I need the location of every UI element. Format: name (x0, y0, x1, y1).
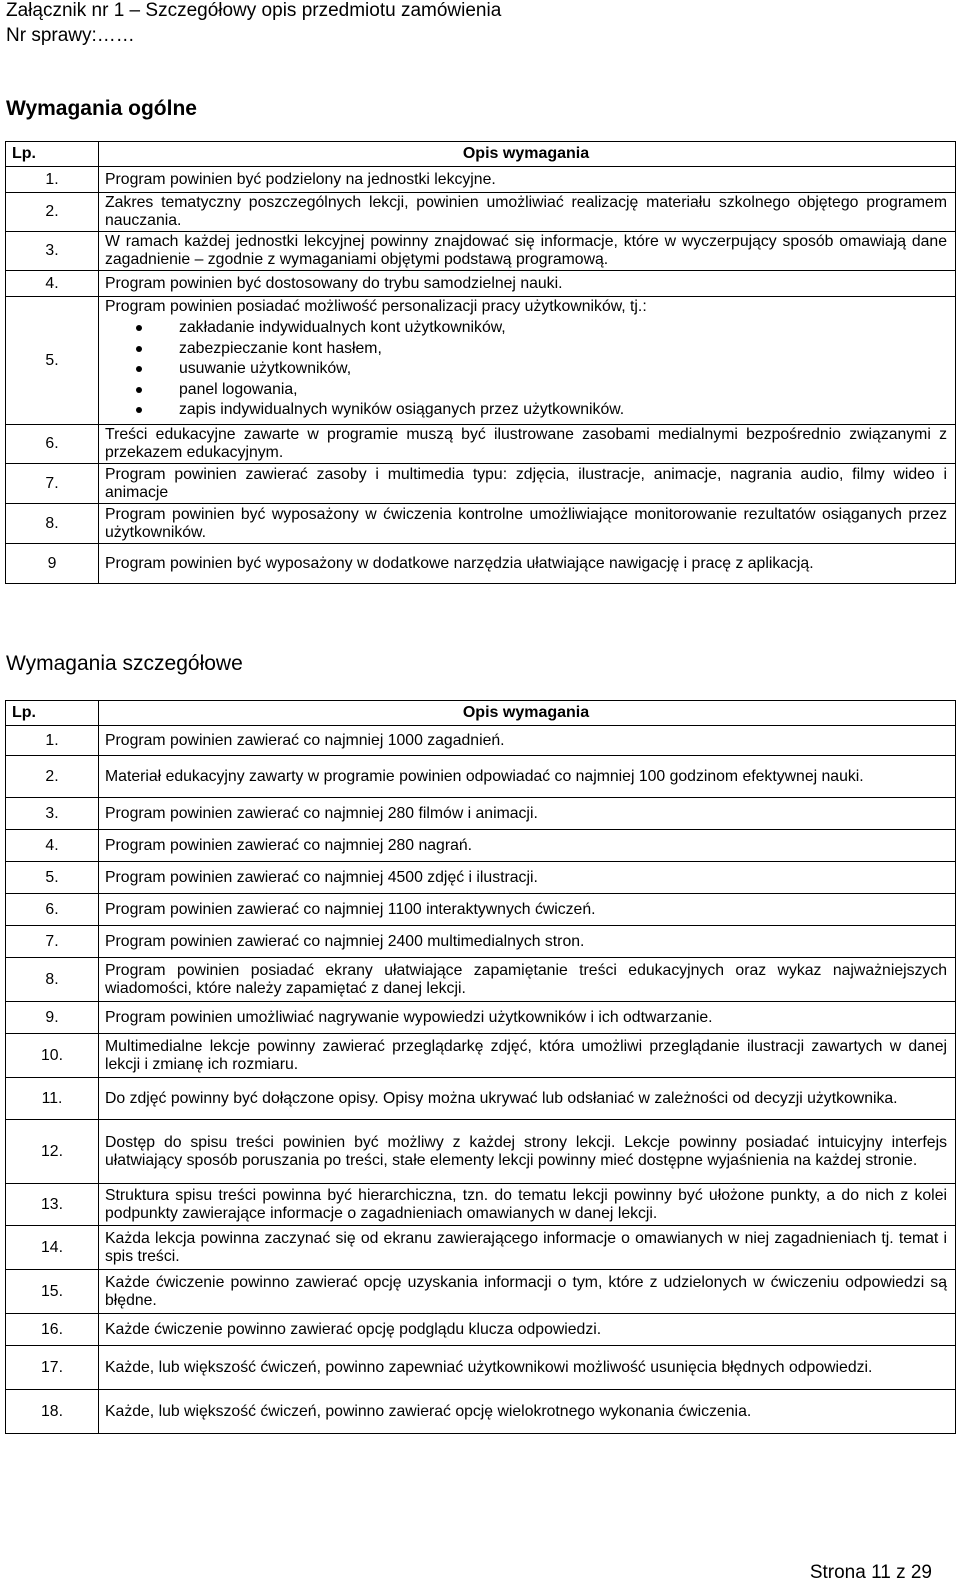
requirement-text: Każde ćwiczenie powinno zawierać opcję uzyskania informacji o tym, które z udzielonych w ćwiczeniu odpowiedzi są błędne. (105, 1273, 947, 1309)
table-row (6, 1346, 956, 1390)
requirement-text: Program powinien zawierać zasoby i multimedia typu: zdjęcia, ilustracje, animacje, nagrania audio, filmy wideo i animacje (105, 465, 947, 501)
row-description (99, 1184, 956, 1226)
table-row (6, 232, 956, 271)
requirement-text: Struktura spisu treści powinna być hierarchiczna, tzn. do tematu lekcji powinny być ułożone punkty, a do nich z kolei podpunkty zawierające informacje o zagadnieniach omawianych w danej lekcji. (105, 1186, 947, 1222)
table-row (6, 1314, 956, 1346)
bullet-item: zabezpieczanie kont hasłem, (179, 339, 947, 360)
row-description (99, 271, 956, 297)
table-row (6, 193, 956, 232)
requirement-text: Program powinien zawierać co najmniej 280 nagrań. (105, 836, 473, 854)
row-description (99, 798, 956, 830)
requirement-text: Do zdjęć powinny być dołączone opisy. Opisy można ukrywać lub odsłaniać w zależności od decyzji użytkownika. (105, 1089, 898, 1107)
row-number: 6. (6, 894, 99, 926)
table-row (6, 464, 956, 504)
general-requirements-table (5, 141, 956, 584)
row-number: 8. (6, 958, 99, 1002)
requirement-text: Program powinien zawierać co najmniej 2400 multimedialnych stron. (105, 932, 585, 950)
row-description (99, 862, 956, 894)
bullet-item: zakładanie indywidualnych kont użytkowników, (179, 318, 947, 339)
row-description (99, 1078, 956, 1120)
table-row (6, 926, 956, 958)
row-number: 5. (6, 297, 99, 425)
row-description (99, 830, 956, 862)
column-header-lp: Lp. (6, 701, 99, 726)
row-number: 9 (6, 544, 99, 584)
requirement-text: Zakres tematyczny poszczególnych lekcji, powinien umożliwiać realizację materiału szkolnego objętego programem nauczania. (105, 194, 947, 229)
requirement-text: Treści edukacyjne zawarte w programie muszą być ilustrowane zasobami medialnymi bezpośrednio związanymi z przekazem edukacyjnym. (105, 426, 947, 461)
row-description (99, 726, 956, 756)
general-requirements-heading: Wymagania ogólne (6, 97, 197, 120)
column-header-description: Opis wymagania (99, 142, 956, 167)
table-row (6, 830, 956, 862)
row-description (99, 1226, 956, 1270)
table-row (6, 297, 956, 425)
requirement-text: Program powinien posiadać możliwość personalizacji pracy użytkowników, tj.: (105, 298, 647, 316)
row-number: 7. (6, 926, 99, 958)
row-number: 11. (6, 1078, 99, 1120)
row-description (99, 1002, 956, 1034)
row-number: 1. (6, 167, 99, 193)
row-number: 13. (6, 1184, 99, 1226)
row-description (99, 297, 956, 425)
table-row (6, 1002, 956, 1034)
row-number: 17. (6, 1346, 99, 1390)
table-row (6, 894, 956, 926)
row-description (99, 926, 956, 958)
row-number: 16. (6, 1314, 99, 1346)
row-number: 3. (6, 798, 99, 830)
row-description (99, 425, 956, 464)
row-number: 4. (6, 830, 99, 862)
table-row (6, 1120, 956, 1184)
table-row (6, 1034, 956, 1078)
row-description (99, 504, 956, 544)
row-description (99, 167, 956, 193)
requirement-text: Każda lekcja powinna zaczynać się od ekranu zawierającego informacje o omawianych w niej zagadnieniach tj. temat i spis treści. (105, 1229, 947, 1265)
requirement-text: Każde, lub większość ćwiczeń, powinno zapewniać użytkownikowi możliwość usunięcia błędnych odpowiedzi. (105, 1358, 873, 1376)
row-description (99, 1120, 956, 1184)
row-description (99, 193, 956, 232)
row-description (99, 232, 956, 271)
row-number: 12. (6, 1120, 99, 1184)
bullet-item: zapis indywidualnych wyników osiąganych przez użytkowników. (179, 400, 947, 421)
column-header-lp: Lp. (6, 142, 99, 167)
bullet-list (105, 318, 947, 421)
table-row (6, 504, 956, 544)
table-row (6, 726, 956, 756)
requirement-text: Program powinien być dostosowany do trybu samodzielnej nauki. (105, 274, 563, 292)
table-header-row (6, 701, 956, 726)
page-number: Strona 11 z 29 (809, 1562, 932, 1583)
row-description (99, 1270, 956, 1314)
row-number: 1. (6, 726, 99, 756)
requirement-text: W ramach każdej jednostki lekcyjnej powinny znajdować się informacje, które w wyczerpujący sposób omawiają dane zagadnienie – zgodnie z wymaganiami objętymi podstawą programową. (105, 233, 947, 268)
row-number: 9. (6, 1002, 99, 1034)
requirement-text: Program powinien posiadać ekrany ułatwiające zapamiętanie treści edukacyjnych oraz wykaz najważniejszych wiadomości, które należy zapamiętać z danej lekcji. (105, 961, 947, 997)
row-number: 10. (6, 1034, 99, 1078)
requirement-text: Każde, lub większość ćwiczeń, powinno zawierać opcję wielokrotnego wykonania ćwiczenia. (105, 1402, 752, 1420)
requirement-text: Program powinien zawierać co najmniej 4500 zdjęć i ilustracji. (105, 868, 538, 886)
row-description (99, 958, 956, 1002)
document-header-title: Załącznik nr 1 – Szczegółowy opis przedmiotu zamówienia (6, 0, 502, 21)
requirement-text: Program powinien zawierać co najmniej 280 filmów i animacji. (105, 804, 538, 822)
requirement-text: Program powinien być wyposażony w ćwiczenia kontrolne umożliwiające monitorowanie rezultatów osiąganych przez użytkowników. (105, 505, 947, 541)
row-number: 7. (6, 464, 99, 504)
row-number: 3. (6, 232, 99, 271)
row-number: 14. (6, 1226, 99, 1270)
table-row (6, 798, 956, 830)
detailed-requirements-table (5, 700, 956, 1434)
row-number: 4. (6, 271, 99, 297)
row-number: 18. (6, 1390, 99, 1434)
requirement-text: Program powinien zawierać co najmniej 1000 zagadnień. (105, 731, 505, 749)
row-description (99, 894, 956, 926)
column-header-description: Opis wymagania (99, 701, 956, 726)
table-row (6, 958, 956, 1002)
table-row (6, 1184, 956, 1226)
table-row (6, 1226, 956, 1270)
requirement-text: Program powinien umożliwiać nagrywanie wypowiedzi użytkowników i ich odtwarzanie. (105, 1008, 713, 1026)
requirement-text: Dostęp do spisu treści powinien być możliwy z każdej strony lekcji. Lekcje powinny posiadać intuicyjny interfejs ułatwiający sposób poruszania po treści, stałe elementy lekcji powinny mieć dostępne wyjaśnienia na każdej stronie. (105, 1133, 947, 1169)
row-number: 5. (6, 862, 99, 894)
detailed-requirements-heading: Wymagania szczegółowe (6, 652, 243, 675)
row-number: 6. (6, 425, 99, 464)
table-row (6, 425, 956, 464)
row-description (99, 1346, 956, 1390)
table-row (6, 271, 956, 297)
table-header-row (6, 142, 956, 167)
table-row (6, 167, 956, 193)
table-row (6, 544, 956, 584)
requirement-text: Program powinien zawierać co najmniej 1100 interaktywnych ćwiczeń. (105, 900, 596, 918)
row-description (99, 464, 956, 504)
table-row (6, 756, 956, 798)
row-number: 8. (6, 504, 99, 544)
case-number: Nr sprawy:…… (6, 25, 135, 46)
bullet-item: usuwanie użytkowników, (179, 359, 947, 380)
row-description (99, 1390, 956, 1434)
table-row (6, 862, 956, 894)
table-row (6, 1390, 956, 1434)
requirement-text: Program powinien być wyposażony w dodatkowe narzędzia ułatwiające nawigację i pracę z aplikacją. (105, 554, 814, 572)
row-description (99, 1314, 956, 1346)
table-row (6, 1078, 956, 1120)
bullet-item: panel logowania, (179, 380, 947, 401)
row-number: 2. (6, 756, 99, 798)
table-row (6, 1270, 956, 1314)
row-description (99, 1034, 956, 1078)
row-number: 15. (6, 1270, 99, 1314)
requirement-text: Każde ćwiczenie powinno zawierać opcję podglądu klucza odpowiedzi. (105, 1320, 602, 1338)
requirement-text: Multimedialne lekcje powinny zawierać przeglądarkę zdjęć, która umożliwi przeglądanie ilustracji zawartych w danej lekcji i zmianę ich rozmiaru. (105, 1037, 947, 1073)
row-description (99, 756, 956, 798)
requirement-text: Materiał edukacyjny zawarty w programie powinien odpowiadać co najmniej 100 godzinom efektywnej nauki. (105, 767, 864, 785)
requirement-text: Program powinien być podzielony na jednostki lekcyjne. (105, 170, 496, 188)
row-number: 2. (6, 193, 99, 232)
row-description (99, 544, 956, 584)
